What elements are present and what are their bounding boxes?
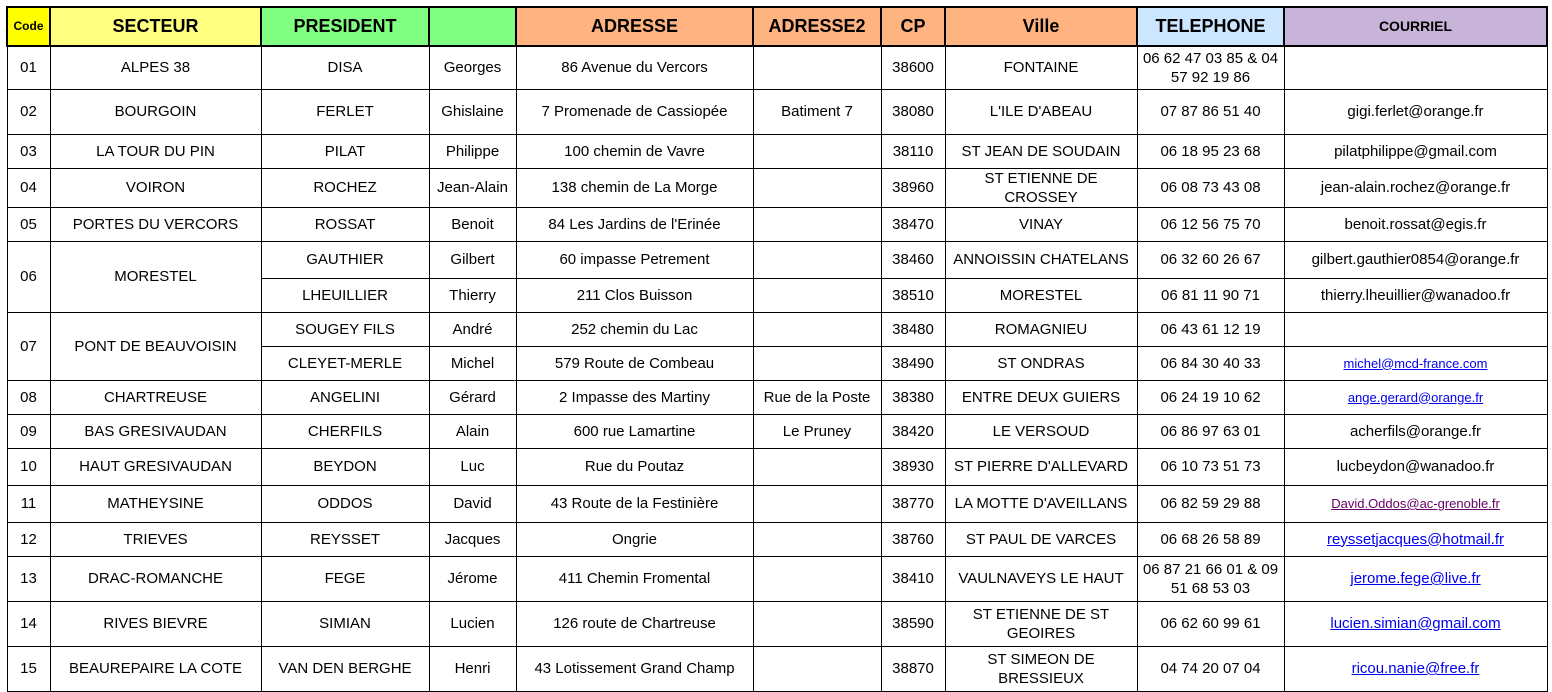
prenom-cell: Georges	[429, 46, 516, 89]
email-link[interactable]: reyssetjacques@hotmail.fr	[1327, 530, 1504, 548]
prenom-cell: Jérome	[429, 556, 516, 601]
adresse-cell: Rue du Poutaz	[516, 448, 753, 485]
code-cell: 01	[7, 46, 50, 89]
telephone-cell: 06 82 59 29 88	[1137, 485, 1284, 522]
adresse2-cell	[753, 168, 881, 207]
cp-cell: 38410	[881, 556, 945, 601]
ville-cell: L'ILE D'ABEAU	[945, 89, 1137, 134]
telephone-cell: 04 74 20 07 04	[1137, 646, 1284, 691]
ville-cell: LE VERSOUD	[945, 414, 1137, 448]
secteur-cell: MORESTEL	[50, 241, 261, 312]
header-courriel: COURRIEL	[1284, 7, 1547, 46]
prenom-cell: David	[429, 485, 516, 522]
secteur-cell: LA TOUR DU PIN	[50, 134, 261, 168]
email-link[interactable]: David.Oddos@ac-grenoble.fr	[1331, 496, 1500, 511]
code-cell: 07	[7, 312, 50, 380]
prenom-cell: Jacques	[429, 522, 516, 556]
telephone-cell: 06 32 60 26 67	[1137, 241, 1284, 278]
cp-cell: 38510	[881, 278, 945, 312]
adresse2-cell	[753, 522, 881, 556]
president-cell: CHERFILS	[261, 414, 429, 448]
prenom-cell: Alain	[429, 414, 516, 448]
cp-cell: 38480	[881, 312, 945, 346]
email-link[interactable]: jerome.fege@live.fr	[1350, 570, 1481, 587]
adresse-cell: 86 Avenue du Vercors	[516, 46, 753, 89]
president-cell: SOUGEY FILS	[261, 312, 429, 346]
telephone-cell: 06 84 30 40 33	[1137, 346, 1284, 380]
header-cp: CP	[881, 7, 945, 46]
telephone-cell: 06 12 56 75 70	[1137, 207, 1284, 241]
ville-cell: VINAY	[945, 207, 1137, 241]
ville-cell: FONTAINE	[945, 46, 1137, 89]
president-cell: FERLET	[261, 89, 429, 134]
ville-cell: ST ETIENNE DE ST GEOIRES	[945, 601, 1137, 646]
cp-cell: 38460	[881, 241, 945, 278]
ville-cell: LA MOTTE D'AVEILLANS	[945, 485, 1137, 522]
prenom-cell: Michel	[429, 346, 516, 380]
code-cell: 12	[7, 522, 50, 556]
courriel-cell: gigi.ferlet@orange.fr	[1284, 89, 1547, 134]
president-cell: FEGE	[261, 556, 429, 601]
ville-cell: ROMAGNIEU	[945, 312, 1137, 346]
president-cell: CLEYET-MERLE	[261, 346, 429, 380]
president-cell: VAN DEN BERGHE	[261, 646, 429, 691]
prenom-cell: Jean-Alain	[429, 168, 516, 207]
adresse2-cell: Batiment 7	[753, 89, 881, 134]
courriel-cell: jean-alain.rochez@orange.fr	[1284, 168, 1547, 207]
courriel-cell: gilbert.gauthier0854@orange.fr	[1284, 241, 1547, 278]
courriel-cell	[1284, 556, 1547, 601]
telephone-cell: 07 87 86 51 40	[1137, 89, 1284, 134]
adresse2-cell	[753, 312, 881, 346]
header-president: PRESIDENT	[261, 7, 429, 46]
table-row	[7, 646, 1547, 691]
secteur-cell: TRIEVES	[50, 522, 261, 556]
secteur-cell: BOURGOIN	[50, 89, 261, 134]
prenom-cell: Gilbert	[429, 241, 516, 278]
cp-cell: 38590	[881, 601, 945, 646]
president-cell: SIMIAN	[261, 601, 429, 646]
telephone-cell: 06 81 11 90 71	[1137, 278, 1284, 312]
cp-cell: 38960	[881, 168, 945, 207]
secteur-cell: PORTES DU VERCORS	[50, 207, 261, 241]
president-cell: PILAT	[261, 134, 429, 168]
adresse2-cell	[753, 485, 881, 522]
adresse-cell: 252 chemin du Lac	[516, 312, 753, 346]
cp-cell: 38490	[881, 346, 945, 380]
secteur-cell: MATHEYSINE	[50, 485, 261, 522]
prenom-cell: Benoit	[429, 207, 516, 241]
courriel-cell: benoit.rossat@egis.fr	[1284, 207, 1547, 241]
ville-cell: ST PIERRE D'ALLEVARD	[945, 448, 1137, 485]
secteur-cell: DRAC-ROMANCHE	[50, 556, 261, 601]
cp-cell: 38600	[881, 46, 945, 89]
adresse2-cell	[753, 646, 881, 691]
header-adresse: ADRESSE	[516, 7, 753, 46]
president-cell: ROSSAT	[261, 207, 429, 241]
adresse-cell: 411 Chemin Fromental	[516, 556, 753, 601]
secteur-cell: RIVES BIEVRE	[50, 601, 261, 646]
president-cell: ROCHEZ	[261, 168, 429, 207]
courriel-cell: lucbeydon@wanadoo.fr	[1284, 448, 1547, 485]
adresse-cell: 211 Clos Buisson	[516, 278, 753, 312]
telephone-cell: 06 68 26 58 89	[1137, 522, 1284, 556]
adresse-cell: 138 chemin de La Morge	[516, 168, 753, 207]
courriel-cell: pilatphilippe@gmail.com	[1284, 134, 1547, 168]
courriel-cell	[1284, 380, 1547, 414]
ville-cell: VAULNAVEYS LE HAUT	[945, 556, 1137, 601]
table-row	[7, 601, 1547, 646]
courriel-cell	[1284, 346, 1547, 380]
code-cell: 11	[7, 485, 50, 522]
code-cell: 08	[7, 380, 50, 414]
president-cell: ANGELINI	[261, 380, 429, 414]
courriel-cell: thierry.lheuillier@wanadoo.fr	[1284, 278, 1547, 312]
header-ville: Ville	[945, 7, 1137, 46]
email-link[interactable]: michel@mcd-france.com	[1343, 355, 1488, 371]
secteur-cell: PONT DE BEAUVOISIN	[50, 312, 261, 380]
table-row	[7, 312, 1547, 346]
table-row	[7, 485, 1547, 522]
cp-cell: 38380	[881, 380, 945, 414]
courriel-cell	[1284, 522, 1547, 556]
table-row	[7, 414, 1547, 448]
header-prenom	[429, 7, 516, 46]
email-link[interactable]: ange.gerard@orange.fr	[1347, 389, 1484, 405]
adresse-cell: 60 impasse Petrement	[516, 241, 753, 278]
president-cell: REYSSET	[261, 522, 429, 556]
header-adresse2: ADRESSE2	[753, 7, 881, 46]
adresse-cell: 2 Impasse des Martiny	[516, 380, 753, 414]
prenom-cell: Thierry	[429, 278, 516, 312]
secteur-cell: HAUT GRESIVAUDAN	[50, 448, 261, 485]
ville-cell: ANNOISSIN CHATELANS	[945, 241, 1137, 278]
telephone-cell: 06 62 60 99 61	[1137, 601, 1284, 646]
prenom-cell: Luc	[429, 448, 516, 485]
adresse2-cell	[753, 346, 881, 380]
courriel-cell	[1284, 312, 1547, 346]
header-code: Code	[7, 7, 50, 46]
adresse-cell: 579 Route de Combeau	[516, 346, 753, 380]
ville-cell: ST SIMEON DE BRESSIEUX	[945, 646, 1137, 691]
adresse2-cell: Le Pruney	[753, 414, 881, 448]
telephone-cell: 06 86 97 63 01	[1137, 414, 1284, 448]
code-cell: 03	[7, 134, 50, 168]
table-row	[7, 522, 1547, 556]
courriel-cell	[1284, 646, 1547, 691]
code-cell: 05	[7, 207, 50, 241]
table-row	[7, 134, 1547, 168]
prenom-cell: Henri	[429, 646, 516, 691]
prenom-cell: Gérard	[429, 380, 516, 414]
email-link[interactable]: ricou.nanie@free.fr	[1351, 660, 1480, 677]
adresse2-cell	[753, 134, 881, 168]
president-cell: DISA	[261, 46, 429, 89]
adresse2-cell	[753, 241, 881, 278]
code-cell: 10	[7, 448, 50, 485]
table-row	[7, 556, 1547, 601]
telephone-cell: 06 87 21 66 01 & 09 51 68 53 03	[1137, 556, 1284, 601]
adresse2-cell	[753, 207, 881, 241]
telephone-cell: 06 18 95 23 68	[1137, 134, 1284, 168]
cp-cell: 38110	[881, 134, 945, 168]
courriel-cell	[1284, 485, 1547, 522]
telephone-cell: 06 08 73 43 08	[1137, 168, 1284, 207]
adresse-cell: 7 Promenade de Cassiopée	[516, 89, 753, 134]
secteur-cell: BAS GRESIVAUDAN	[50, 414, 261, 448]
president-cell: ODDOS	[261, 485, 429, 522]
adresse2-cell: Rue de la Poste	[753, 380, 881, 414]
adresse-cell: 84 Les Jardins de l'Erinée	[516, 207, 753, 241]
prenom-cell: Ghislaine	[429, 89, 516, 134]
table-row	[7, 380, 1547, 414]
prenom-cell: Lucien	[429, 601, 516, 646]
header-telephone: TELEPHONE	[1137, 7, 1284, 46]
ville-cell: MORESTEL	[945, 278, 1137, 312]
adresse2-cell	[753, 46, 881, 89]
president-cell: LHEUILLIER	[261, 278, 429, 312]
adresse-cell: 600 rue Lamartine	[516, 414, 753, 448]
email-link[interactable]: lucien.simian@gmail.com	[1330, 615, 1501, 632]
courriel-cell	[1284, 46, 1547, 89]
telephone-cell: 06 62 47 03 85 & 04 57 92 19 86	[1137, 46, 1284, 89]
adresse2-cell	[753, 556, 881, 601]
code-cell: 14	[7, 601, 50, 646]
table-row	[7, 46, 1547, 89]
code-cell: 15	[7, 646, 50, 691]
contacts-table	[6, 6, 1548, 692]
cp-cell: 38760	[881, 522, 945, 556]
table-row	[7, 241, 1547, 278]
table-row	[7, 168, 1547, 207]
cp-cell: 38930	[881, 448, 945, 485]
secteur-cell: BEAUREPAIRE LA COTE	[50, 646, 261, 691]
adresse-cell: 43 Lotissement Grand Champ	[516, 646, 753, 691]
telephone-cell: 06 43 61 12 19	[1137, 312, 1284, 346]
ville-cell: ST ONDRAS	[945, 346, 1137, 380]
adresse-cell: Ongrie	[516, 522, 753, 556]
ville-cell: ST JEAN DE SOUDAIN	[945, 134, 1137, 168]
courriel-cell	[1284, 601, 1547, 646]
code-cell: 13	[7, 556, 50, 601]
cp-cell: 38080	[881, 89, 945, 134]
adresse-cell: 43 Route de la Festinière	[516, 485, 753, 522]
code-cell: 06	[7, 241, 50, 312]
adresse2-cell	[753, 278, 881, 312]
code-cell: 02	[7, 89, 50, 134]
secteur-cell: VOIRON	[50, 168, 261, 207]
secteur-cell: CHARTREUSE	[50, 380, 261, 414]
secteur-cell: ALPES 38	[50, 46, 261, 89]
cp-cell: 38870	[881, 646, 945, 691]
code-cell: 04	[7, 168, 50, 207]
adresse-cell: 100 chemin de Vavre	[516, 134, 753, 168]
ville-cell: ST PAUL DE VARCES	[945, 522, 1137, 556]
table-row	[7, 207, 1547, 241]
table-row	[7, 89, 1547, 134]
cp-cell: 38470	[881, 207, 945, 241]
president-cell: GAUTHIER	[261, 241, 429, 278]
adresse-cell: 126 route de Chartreuse	[516, 601, 753, 646]
prenom-cell: André	[429, 312, 516, 346]
courriel-cell: acherfils@orange.fr	[1284, 414, 1547, 448]
adresse2-cell	[753, 601, 881, 646]
prenom-cell: Philippe	[429, 134, 516, 168]
ville-cell: ENTRE DEUX GUIERS	[945, 380, 1137, 414]
table-row	[7, 448, 1547, 485]
header-secteur: SECTEUR	[50, 7, 261, 46]
cp-cell: 38770	[881, 485, 945, 522]
adresse2-cell	[753, 448, 881, 485]
code-cell: 09	[7, 414, 50, 448]
telephone-cell: 06 10 73 51 73	[1137, 448, 1284, 485]
president-cell: BEYDON	[261, 448, 429, 485]
ville-cell: ST ETIENNE DE CROSSEY	[945, 168, 1137, 207]
cp-cell: 38420	[881, 414, 945, 448]
header-row	[7, 7, 1547, 46]
telephone-cell: 06 24 19 10 62	[1137, 380, 1284, 414]
